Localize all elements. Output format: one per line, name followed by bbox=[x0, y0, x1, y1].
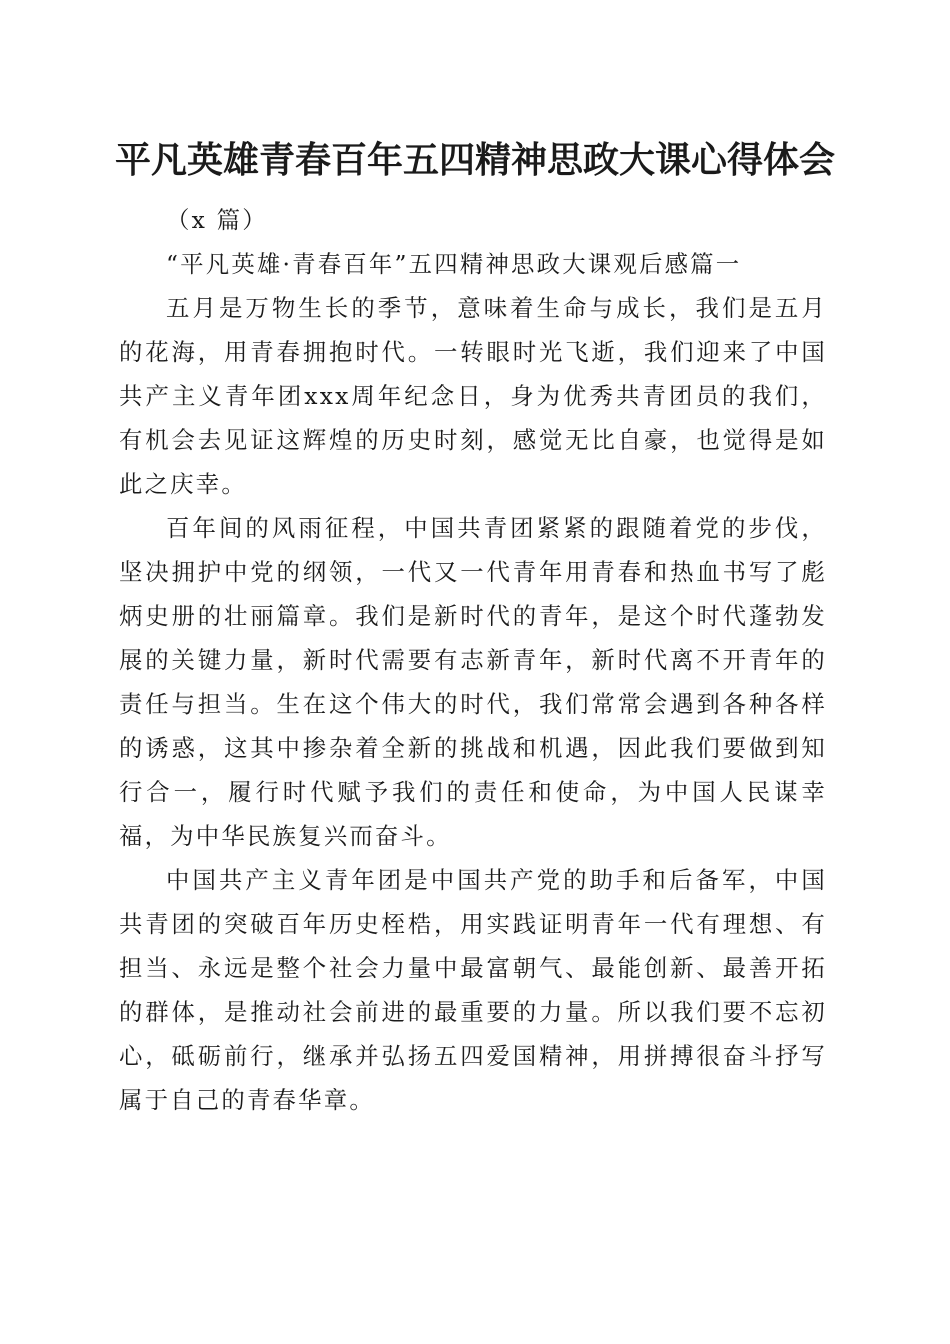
count-note: （x 篇） bbox=[166, 206, 268, 234]
document-body bbox=[119, 198, 827, 1122]
section-subtitle: “平凡英雄·青春百年”五四精神思政大课观后感篇一 bbox=[166, 250, 742, 278]
paragraph-3: 中国共产主义青年团是中国共产党的助手和后备军，中国共青团的突破百年历史桎梏，用实践证明青年一代有理想、有担当、永远是整个社会力量中最富朝气、最能创新、最善开拓的群体，是推动社会前进的最重要的力量。所以我们要不忘初心，砥砺前行，继承并弘扬五四爱国精神，用拼搏很奋斗抒写属于自己的青春华章。 bbox=[119, 866, 827, 1114]
document-title: 平凡英雄青春百年五四精神思政大课心得体会 bbox=[114, 139, 835, 181]
paragraph-1: 五月是万物生长的季节，意味着生命与成长，我们是五月的花海，用青春拥抱时代。一转眼时光飞逝，我们迎来了中国共产主义青年团xxx周年纪念日，身为优秀共青团员的我们，有机会去见证这辉煌的历史时刻，感觉无比自豪，也觉得是如此之庆幸。 bbox=[119, 294, 827, 498]
paragraph-2: 百年间的风雨征程，中国共青团紧紧的跟随着党的步伐，坚决拥护中党的纲领，一代又一代青年用青春和热血书写了彪炳史册的壮丽篇章。我们是新时代的青年，是这个时代蓬勃发展的关键力量，新时代需要有志新青年，新时代离不开青年的责任与担当。生在这个伟大的时代，我们常常会遇到各种各样的诱惑，这其中掺杂着全新的挑战和机遇，因此我们要做到知行合一，履行时代赋予我们的责任和使命，为中国人民谋幸福，为中华民族复兴而奋斗。 bbox=[119, 514, 827, 850]
